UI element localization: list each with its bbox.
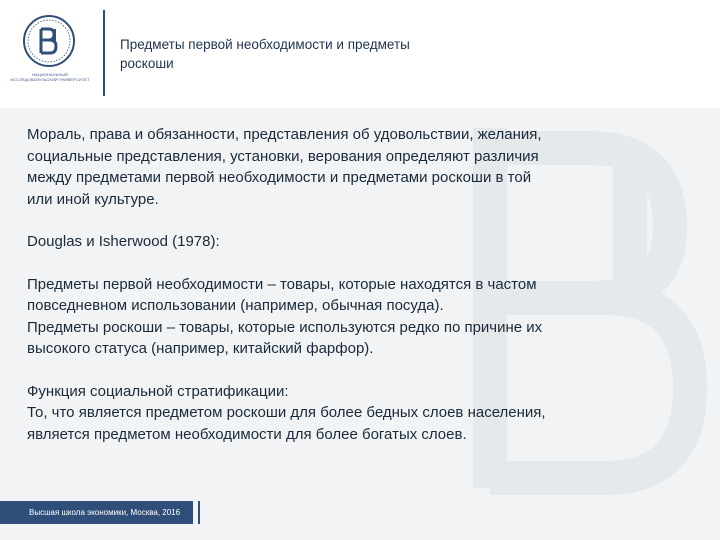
slide-body	[27, 124, 677, 445]
paragraph-stratification	[27, 381, 677, 446]
logo-caption: НАЦИОНАЛЬНЫЙ ИССЛЕДОВАТЕЛЬСКИЙ УНИВЕРСИТЕТ	[10, 72, 90, 82]
text-line: между предметами первой необходимости и предметами роскоши в той	[27, 169, 532, 186]
footer-text: Высшая школа экономики, Москва, 2016	[29, 508, 181, 517]
hse-logo-icon	[22, 14, 76, 68]
paragraph-citation	[27, 231, 677, 253]
title-line: роскоши	[120, 56, 174, 71]
slide-footer	[0, 496, 720, 540]
text-line: высокого статуса (например, китайский фарфор).	[27, 340, 374, 357]
slide-title	[120, 35, 540, 73]
text-line: социальные представления, установки, верования определяют различия	[27, 147, 539, 165]
paragraph-intro	[27, 124, 677, 210]
title-line: Предметы первой необходимости и предметы	[120, 37, 410, 52]
slide-content	[0, 108, 720, 496]
text-line: Douglas и Isherwood (1978):	[27, 233, 220, 250]
header-divider	[103, 10, 105, 96]
text-line: То, что является предметом роскоши для более бедных слоев населения,	[27, 404, 546, 421]
text-line: Предметы первой необходимости – товары, которые находятся в частом	[27, 275, 537, 293]
text-line: Мораль, права и обязанности, представления об удовольствии, желания,	[27, 126, 542, 143]
slide-header	[0, 0, 720, 108]
text-line: Предметы роскоши – товары, которые используются редко по причине их	[27, 318, 543, 336]
text-line: Функция социальной стратификации:	[27, 382, 289, 400]
text-line: является предметом необходимости для более богатых слоев.	[27, 425, 467, 443]
text-line: или иной культуре.	[27, 190, 159, 208]
text-line: повседневном использовании (например, обычная посуда).	[27, 297, 444, 314]
logo	[0, 0, 104, 108]
paragraph-definitions	[27, 274, 677, 360]
